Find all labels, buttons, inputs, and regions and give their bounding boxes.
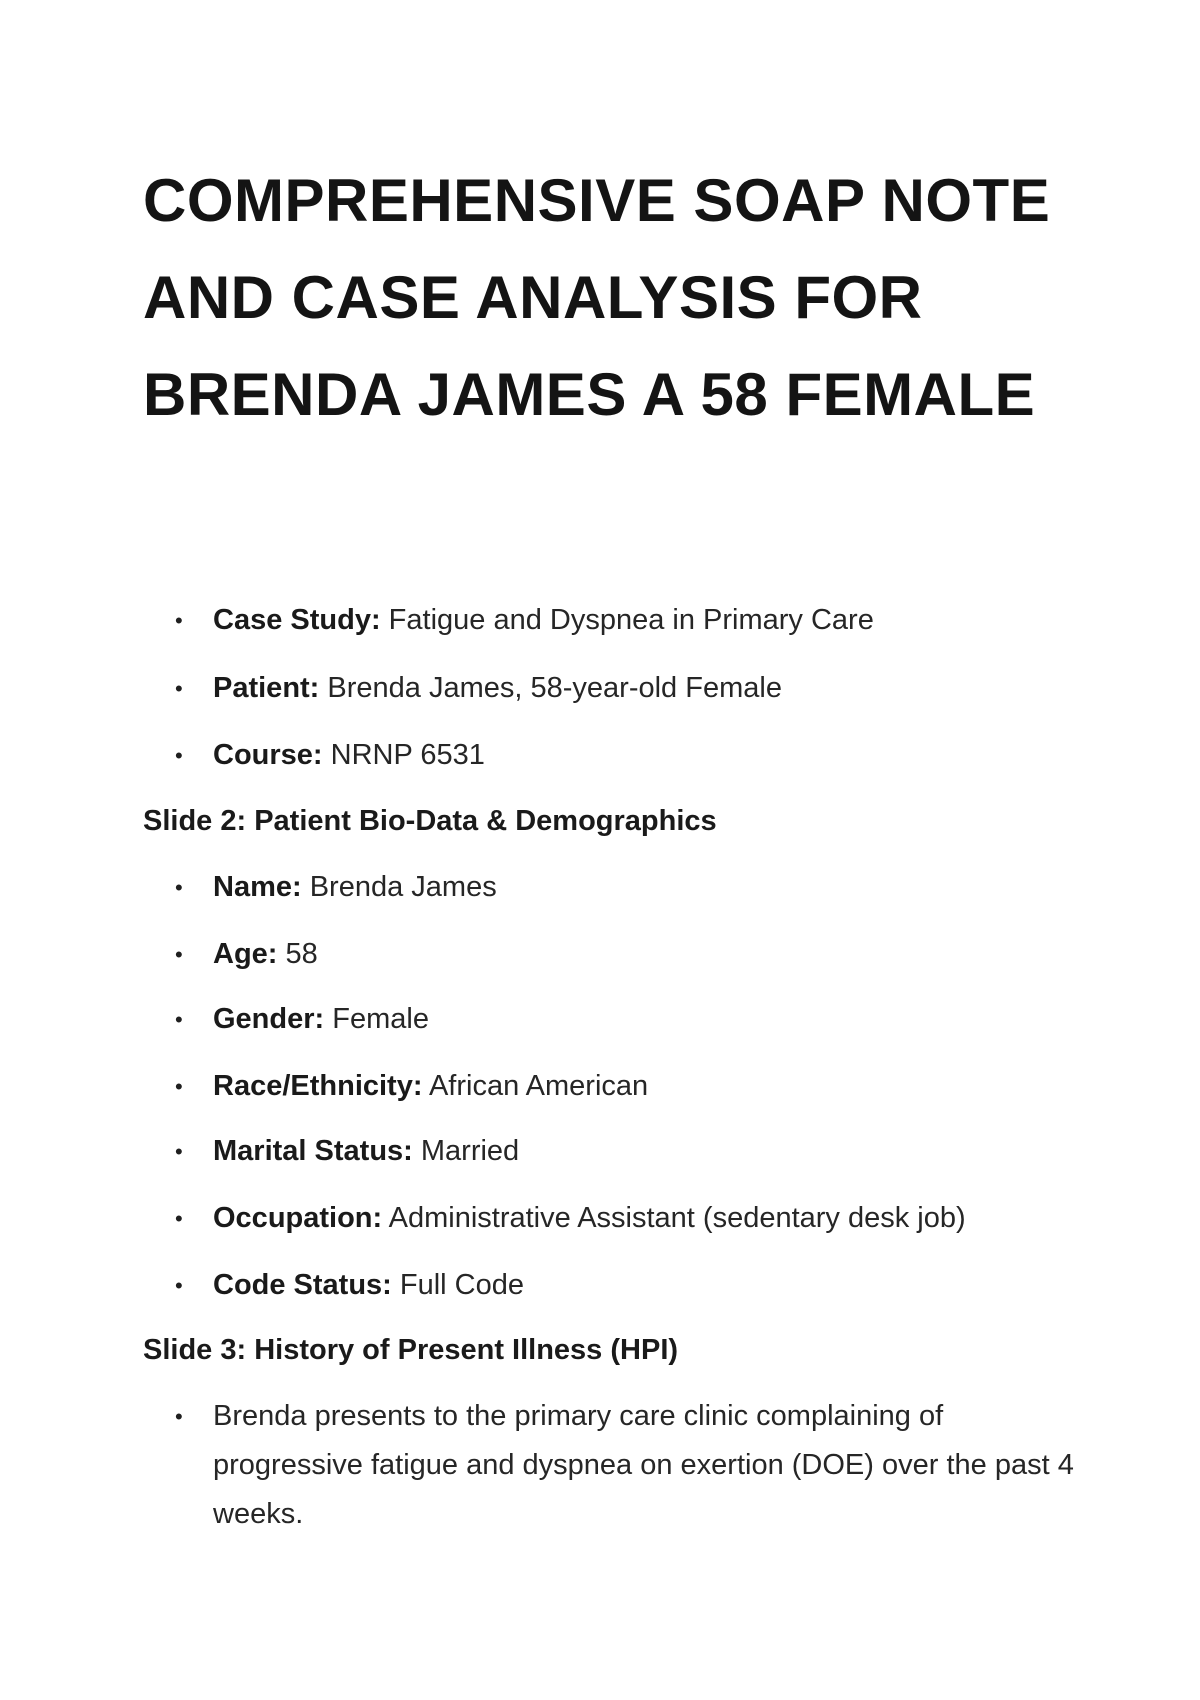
document-title [143,152,1123,443]
bullet-icon: • [175,875,183,900]
section-heading-slide-2: Slide 2: Patient Bio-Data & Demographics [143,805,717,837]
bullet-icon: • [175,743,183,768]
field-value: Brenda James [301,871,497,903]
bullet-icon: • [175,1074,183,1099]
section-heading-slide-3: Slide 3: History of Present Illness (HPI) [143,1334,679,1366]
field-label: Marital Status: [213,1135,413,1167]
field-label: Course: [213,739,323,771]
bullet-icon: • [175,1273,183,1298]
list-item-patient [175,664,1093,713]
list-item-hpi [175,1392,1093,1539]
field-label: Occupation: [213,1202,383,1234]
list-item-marital-status [175,1127,1093,1176]
list-item-course [175,731,1093,780]
field-label: Patient: [213,672,320,704]
field-value: Full Code [391,1269,525,1301]
bullet-icon: • [175,676,183,701]
bullet-icon: • [175,1007,183,1032]
field-value: Fatigue and Dyspnea in Primary Care [380,604,874,636]
title-line: COMPREHENSIVE SOAP NOTE [143,167,1051,234]
field-label: Race/Ethnicity: [213,1070,423,1102]
list-item-occupation [175,1194,1093,1243]
list-item-name [175,863,1093,912]
list-item-gender [175,995,1093,1044]
bullet-icon: • [175,942,183,967]
field-label: Gender: [213,1003,325,1035]
list-item-age [175,930,1093,979]
field-label: Case Study: [213,604,381,636]
bullet-icon: • [175,1139,183,1164]
title-line: BRENDA JAMES A 58 FEMALE [143,361,1036,428]
field-label: Age: [213,938,278,970]
field-value: 58 [277,938,318,970]
bullet-icon: • [175,1206,183,1231]
field-value: Married [412,1135,520,1167]
field-value: Brenda James, 58-year-old Female [319,672,782,704]
bullet-icon: • [175,1404,183,1429]
field-label: Code Status: [213,1269,392,1301]
field-value: Female [324,1003,429,1035]
paragraph-line: weeks. [213,1498,304,1530]
list-item-code-status [175,1261,1093,1310]
paragraph-line: Brenda presents to the primary care clinic complaining of [213,1400,944,1432]
list-item-case-study [175,596,1093,645]
field-value: African American [422,1070,649,1102]
field-label: Name: [213,871,302,903]
field-value: NRNP 6531 [322,739,485,771]
bullet-icon: • [175,608,183,633]
title-line: AND CASE ANALYSIS FOR [143,264,923,331]
field-value: Administrative Assistant (sedentary desk job) [382,1202,966,1234]
list-item-race-ethnicity [175,1062,1093,1111]
paragraph-line: progressive fatigue and dyspnea on exertion (DOE) over the past 4 [213,1449,1074,1481]
